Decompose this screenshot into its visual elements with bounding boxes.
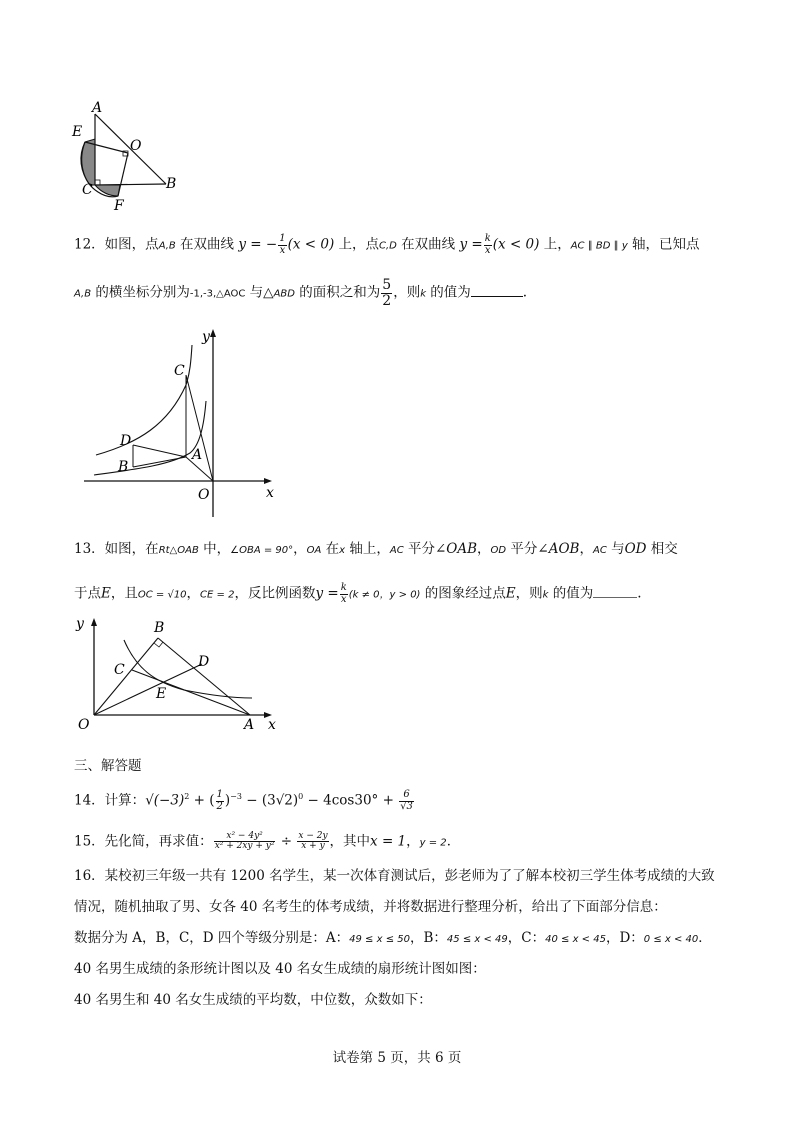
q14-expr: ) bbox=[224, 792, 231, 809]
q13-answer-blank[interactable] bbox=[593, 597, 637, 598]
q13-ce: CE = 2 bbox=[200, 589, 235, 601]
page-footer: 试卷第 5 页，共 6 页 bbox=[332, 1050, 462, 1066]
label-O: O bbox=[78, 717, 90, 732]
q12-k: k bbox=[420, 288, 426, 300]
q16-range-C: 40 ≤ x < 45 bbox=[545, 934, 606, 945]
q12-text: 在双曲线 bbox=[175, 236, 239, 253]
q13-text: 的值为 bbox=[548, 585, 594, 602]
q14-expr: + ( bbox=[189, 792, 215, 809]
q13-period: . bbox=[637, 585, 642, 602]
figure-q13 bbox=[74, 612, 284, 732]
q16-text: ，B： bbox=[410, 930, 447, 946]
q12-coords: -1,-3,△AOC bbox=[189, 288, 246, 300]
q12-text: 的横坐标分别为 bbox=[91, 284, 190, 301]
q12-line1 bbox=[74, 234, 700, 256]
q14-expr: √(−3) bbox=[145, 792, 185, 809]
q13-text: 的图象经过点 bbox=[420, 585, 506, 602]
q15-text: ， bbox=[406, 833, 420, 850]
figure-q11 bbox=[68, 98, 188, 218]
q13-text: 13．如图，在 bbox=[74, 541, 159, 557]
q12-text: 与△ bbox=[245, 284, 274, 301]
q12-period: . bbox=[522, 284, 528, 301]
q12-text: 的面积之和为 bbox=[294, 284, 381, 301]
q13-seg: AC bbox=[592, 545, 607, 556]
segment-OF bbox=[118, 153, 128, 196]
label-B: B bbox=[166, 176, 177, 192]
q13-text: ， bbox=[186, 585, 201, 602]
segment-DA bbox=[133, 445, 186, 457]
label-B: B bbox=[118, 459, 129, 475]
label-O: O bbox=[198, 487, 210, 503]
y-axis-arrow bbox=[210, 329, 216, 337]
segment-OD bbox=[94, 664, 202, 715]
q13-text: 在 bbox=[321, 541, 340, 557]
q16-text: 数据分为 A，B，C，D 四个等级分别是：A： bbox=[74, 930, 350, 946]
q14-expr: − (3√2) bbox=[241, 792, 299, 809]
q13-seg: OD bbox=[490, 545, 507, 556]
q14-line bbox=[74, 790, 415, 812]
q14-prefix: 14．计算： bbox=[74, 792, 146, 809]
q15-fraction1: $\frac{\text{x² − 4y²}}{\text{x² + 2xy + y²}}$ bbox=[214, 831, 275, 852]
q12-line2 bbox=[74, 278, 527, 308]
x-axis-arrow bbox=[264, 478, 272, 484]
q13-text: 与 bbox=[606, 541, 625, 557]
q12-points-CD: C,D bbox=[379, 240, 397, 252]
q13-point: E bbox=[505, 585, 516, 602]
q16-range-D: 0 ≤ x < 40 bbox=[643, 934, 699, 945]
label-x: x bbox=[268, 717, 276, 732]
label-C: C bbox=[174, 363, 185, 379]
q13-text: 相交 bbox=[646, 541, 678, 557]
q14-six-over-root3: $\frac{6}{√3}$ bbox=[400, 789, 413, 812]
segment-BA bbox=[133, 457, 186, 467]
q16-line4: 40 名男生成绩的条形统计图以及 40 名女生成绩的扇形统计图如图： bbox=[74, 961, 486, 977]
shaded-region-upper bbox=[81, 139, 95, 185]
q12-eq1-fraction: $\frac{1}{x}$ bbox=[279, 233, 286, 256]
q13-point: E bbox=[101, 585, 111, 602]
q13-line1 bbox=[74, 543, 678, 557]
q15-op: ÷ bbox=[276, 833, 297, 850]
section-title: 三、解答题 bbox=[74, 758, 142, 774]
q13-cond: (k ≠ 0，y > 0) bbox=[348, 589, 421, 601]
figure-q12 bbox=[78, 325, 288, 520]
q15-line bbox=[74, 832, 460, 852]
q16-line1: 16．某校初三年级一共有 1200 名学生，某一次体育测试后，彭老师为了了解本校初三学生体考成绩的大致 bbox=[74, 868, 715, 884]
label-D: D bbox=[198, 654, 210, 670]
q16-line5: 40 名男生和 40 名女生成绩的平均数，中位数，众数如下： bbox=[74, 992, 432, 1008]
q16-line2: 情况，随机抽取了男、女各 40 名考生的体考成绩，并将数据进行整理分析，给出了下面部分信息： bbox=[74, 899, 667, 915]
q12-points-AB: A,B bbox=[158, 240, 176, 252]
q15-y-value: y = 2 bbox=[419, 837, 447, 849]
q14-half: $\frac{1}{2}$ bbox=[216, 789, 223, 812]
q13-fraction: $\frac{k}{x}$ bbox=[340, 582, 347, 605]
q14-sup: 2 bbox=[184, 792, 190, 801]
q15-prefix: 15．先化简，再求值： bbox=[74, 833, 213, 850]
q15-text: ． bbox=[446, 833, 461, 850]
label-E: E bbox=[72, 124, 83, 140]
q12-eq2: y = bbox=[459, 236, 483, 253]
q13-seg: OD bbox=[624, 541, 647, 557]
label-x: x bbox=[266, 485, 274, 501]
q14-sup: 0 bbox=[298, 792, 304, 801]
q13-eq: y = bbox=[315, 585, 339, 602]
segment-BA bbox=[158, 638, 250, 715]
q13-line2 bbox=[74, 583, 642, 605]
q12-text: 上， bbox=[539, 236, 571, 253]
q16-text: ，C： bbox=[507, 930, 546, 946]
q13-oc: OC = √10 bbox=[137, 589, 187, 601]
label-A: A bbox=[192, 447, 203, 463]
label-A: A bbox=[244, 717, 255, 732]
label-D: D bbox=[120, 433, 132, 449]
q12-text: 上，点 bbox=[334, 236, 380, 253]
q13-text: 中， bbox=[198, 541, 231, 557]
q13-text: ， bbox=[477, 541, 491, 557]
q13-text: 平分∠ bbox=[506, 541, 549, 557]
q12-eq2-cond: (x < 0) bbox=[492, 236, 540, 253]
q12-eq1: y = − bbox=[238, 236, 278, 253]
y-axis-arrow bbox=[91, 618, 97, 626]
q13-text: ，且 bbox=[110, 585, 138, 602]
label-A: A bbox=[92, 100, 103, 116]
q15-text: ，其中 bbox=[329, 833, 371, 850]
q12-text: 在双曲线 bbox=[396, 236, 460, 253]
label-F: F bbox=[114, 198, 124, 214]
label-B: B bbox=[154, 620, 165, 636]
q13-angle: ∠OBA = 90° bbox=[230, 545, 294, 556]
q14-sup: −3 bbox=[230, 792, 242, 801]
label-y: y bbox=[76, 616, 84, 632]
label-C: C bbox=[82, 182, 93, 198]
label-y: y bbox=[202, 329, 210, 345]
q16-range-A: 49 ≤ x ≤ 50 bbox=[349, 934, 410, 945]
q16-line3 bbox=[74, 932, 712, 946]
curve-k-over-x bbox=[96, 345, 192, 455]
q13-angle: AOB bbox=[548, 541, 580, 557]
right-angle-C bbox=[95, 180, 100, 185]
q16-text: ． bbox=[698, 930, 712, 946]
q13-text: ， bbox=[293, 541, 307, 557]
q12-parallel: AC ∥ BD ∥ y bbox=[570, 240, 628, 252]
segment-AC bbox=[132, 670, 250, 715]
q16-text: ，D： bbox=[605, 930, 644, 946]
q13-text: 平分∠ bbox=[403, 541, 447, 557]
q12-answer-blank[interactable] bbox=[471, 296, 523, 297]
q13-text: ， bbox=[579, 541, 593, 557]
q13-angle: OAB bbox=[446, 541, 478, 557]
segment-CB bbox=[95, 184, 166, 185]
q16-range-B: 45 ≤ x < 49 bbox=[446, 934, 508, 945]
segment-CO bbox=[186, 375, 213, 481]
q13-seg: AC bbox=[389, 545, 404, 556]
q13-k: k bbox=[542, 589, 549, 601]
shaded-region-lower bbox=[95, 185, 120, 196]
q14-expr: − 4cos30° + bbox=[303, 792, 399, 809]
q12-area-fraction: $\frac{5}{2}$ bbox=[382, 277, 392, 309]
q12-eq2-fraction: $\frac{k}{x}$ bbox=[484, 233, 491, 256]
q12-text: ，则 bbox=[393, 284, 421, 301]
q15-fraction2: $\frac{x - 2y}{x + y}$ bbox=[298, 831, 328, 852]
q12-eq1-cond: (x < 0) bbox=[287, 236, 335, 253]
q13-text: ，则 bbox=[515, 585, 543, 602]
q15-x-value: x = 1 bbox=[370, 833, 407, 850]
q12-text: 轴，已知点 bbox=[627, 236, 700, 253]
label-C: C bbox=[114, 662, 125, 678]
label-O: O bbox=[130, 138, 142, 154]
q13-text: 轴上， bbox=[345, 541, 390, 557]
q13-seg: OA bbox=[306, 545, 322, 556]
q13-text: ，反比例函数 bbox=[234, 585, 316, 602]
q13-var: x bbox=[339, 545, 346, 556]
q12-text: 12．如图，点 bbox=[74, 236, 159, 253]
q12-triangle: ABD bbox=[273, 288, 295, 300]
label-E: E bbox=[156, 686, 167, 702]
q13-text: 于点 bbox=[74, 585, 101, 602]
right-angle-B bbox=[154, 642, 163, 647]
q12-points-AB: A,B bbox=[74, 288, 92, 300]
q12-text: 的值为 bbox=[426, 284, 471, 301]
q13-triangle: Rt△OAB bbox=[158, 545, 199, 556]
curve-k-over-x bbox=[124, 640, 252, 698]
